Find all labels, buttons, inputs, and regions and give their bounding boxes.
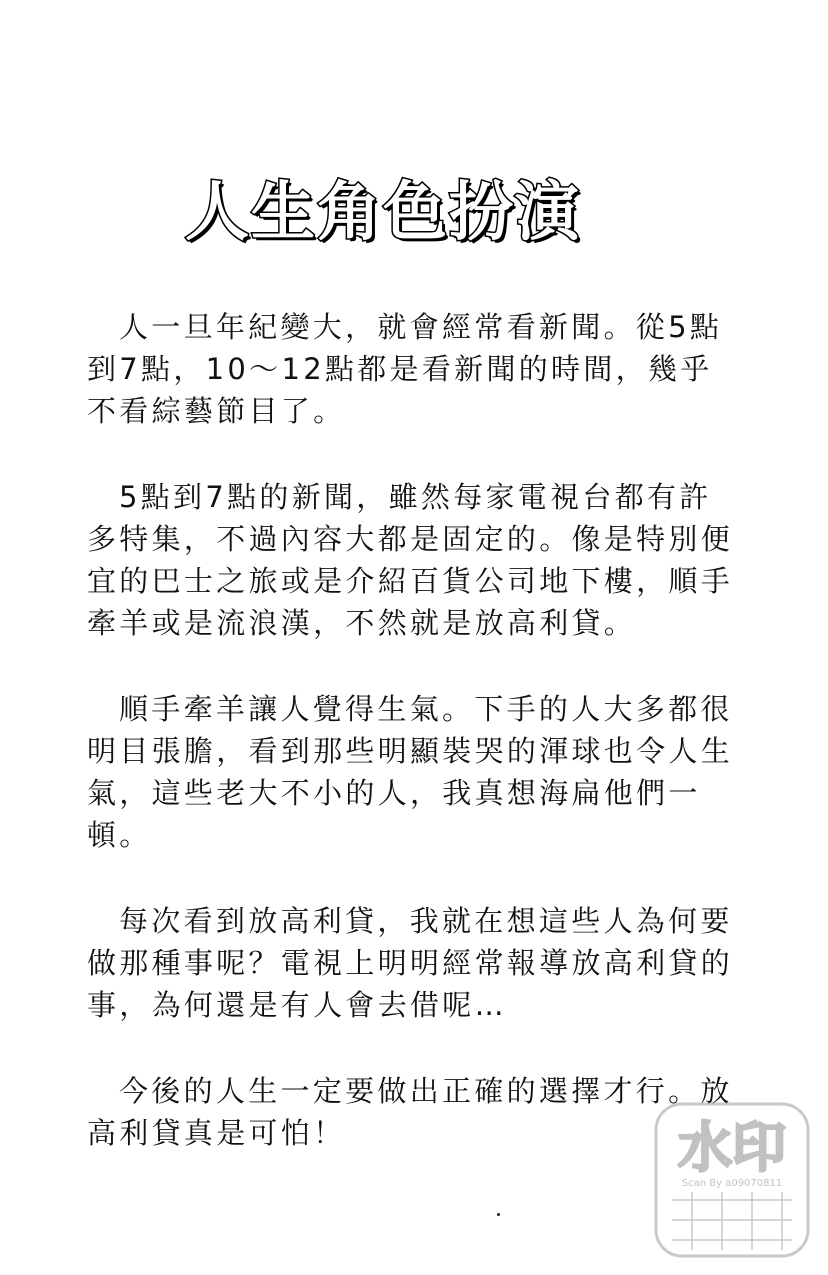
watermark-seal-icon	[652, 1100, 812, 1260]
paragraph-4: 每次看到放高利貸，我就在想這些人為何要做那種事呢？電視上明明經常報導放高利貸的事，為何還是有人會去借呢…	[87, 904, 734, 1022]
paragraph-3: 順手牽羊讓人覺得生氣。下手的人大多都很明目張膽，看到那些明顯裝哭的渾球也令人生氣，這些老大不小的人，我真想海扁他們一頓。	[87, 692, 734, 852]
page-title: 人生角色扮演	[185, 176, 581, 250]
watermark-label: 水印	[678, 1116, 786, 1179]
watermark-seal	[652, 1100, 812, 1260]
paragraph-1: 人一旦年紀變大，就會經常看新聞。從5點到7點，10～12點都是看新聞的時間，幾乎不看綜藝節目了。	[87, 310, 723, 428]
paragraph-2: 5點到7點的新聞，雖然每家電視台都有許多特集，不過內容大都是固定的。像是特別便宜的巴士之旅或是介紹百貨公司地下樓，順手牽羊或是流浪漢，不然就是放高利貸。	[87, 480, 734, 640]
page-dot	[497, 1213, 500, 1216]
paragraph-5: 今後的人生一定要做出正確的選擇才行。放高利貸真是可怕！	[87, 1074, 733, 1150]
essay-body	[87, 306, 737, 1198]
watermark-credit: Scan By a09070811	[681, 1178, 783, 1189]
